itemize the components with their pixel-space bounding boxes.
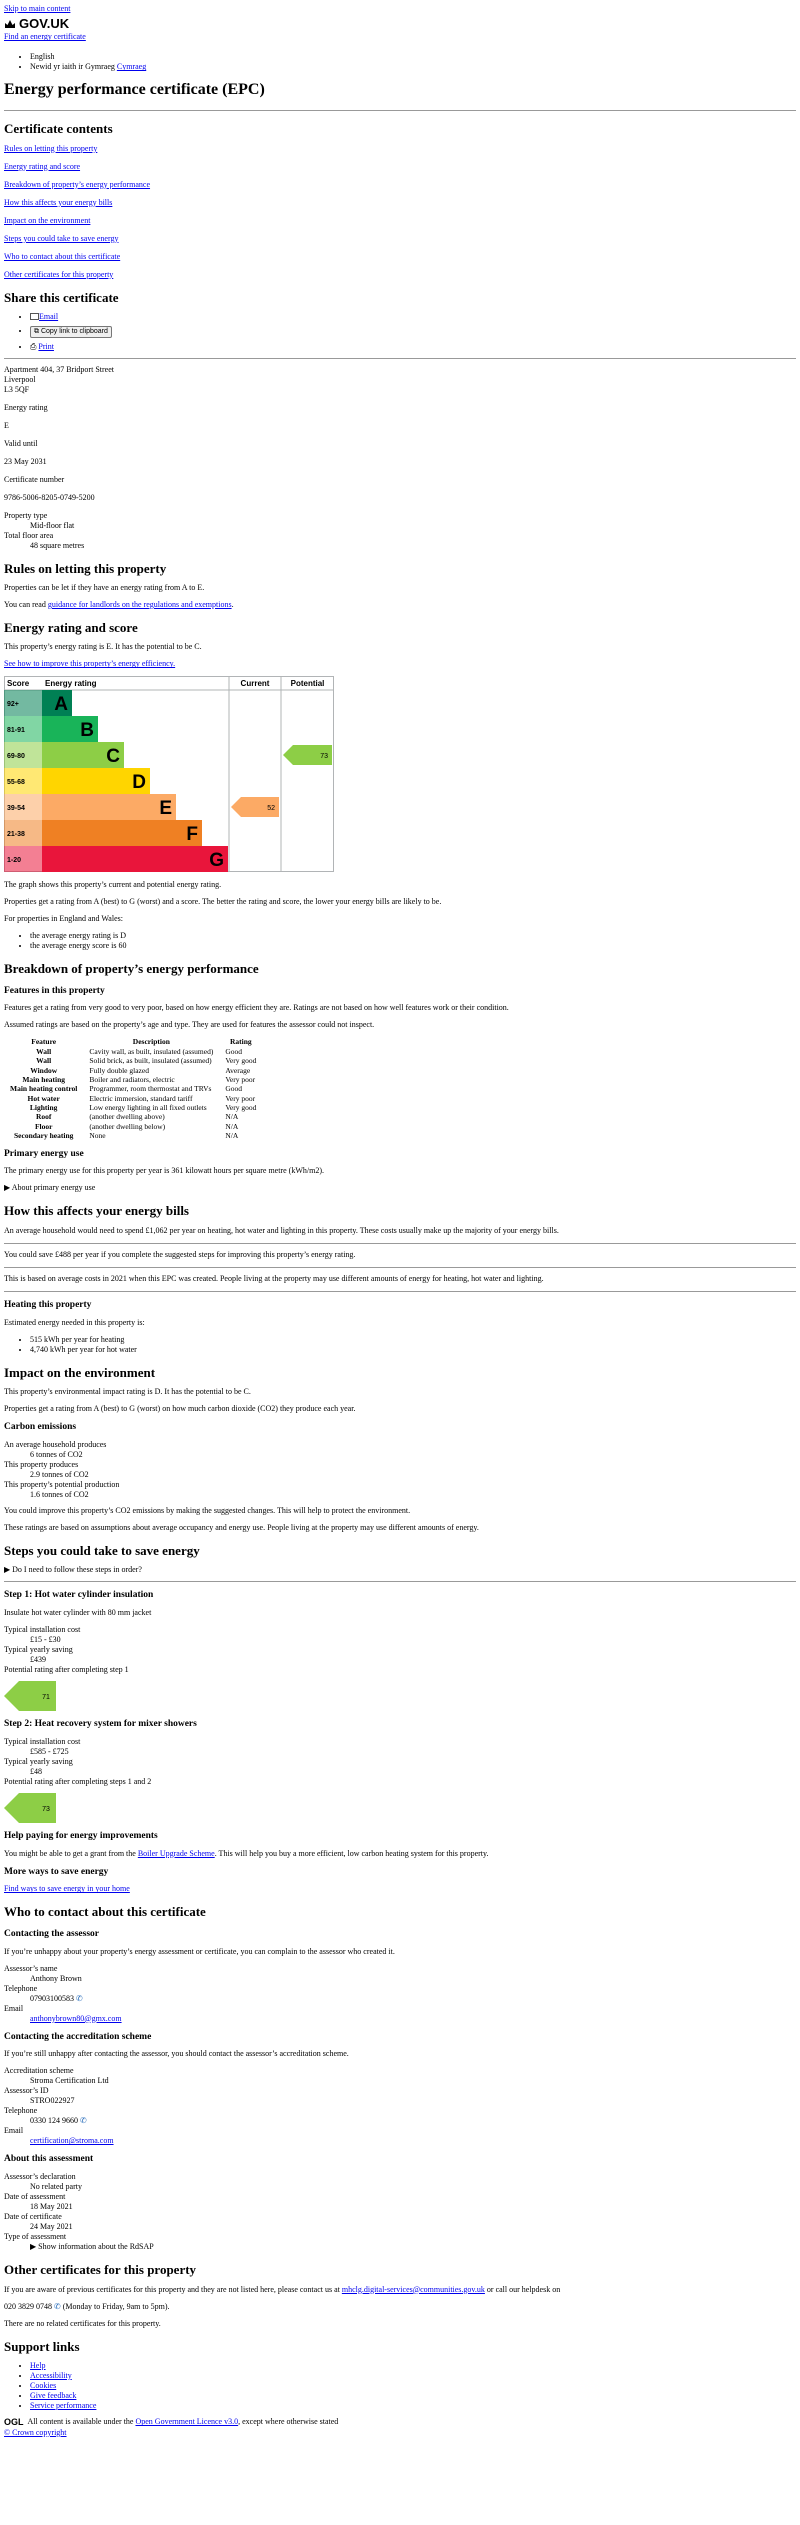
assessor-email-link[interactable]: anthonybrown80@gmx.com	[30, 2013, 122, 2023]
primary-text: The primary energy use for this property per year is 361 kilowatt hours per square metre (kWh/m2).	[4, 1166, 324, 1176]
crown-icon	[4, 19, 16, 29]
band-bar	[42, 794, 176, 820]
scheme-tel-value: 0330 124 9660 ✆	[30, 2116, 87, 2126]
breakdown-heading: Breakdown of property’s energy performance	[4, 961, 259, 977]
id-value: STRO022927	[30, 2096, 75, 2106]
table-row	[4, 1066, 262, 1075]
rating-cell: Very good	[225, 1103, 257, 1112]
steps-order-details[interactable]: ▶ Do I need to follow these steps in order?	[4, 1564, 142, 1574]
area-label: Total floor area	[4, 530, 54, 540]
bills-saving: You could save £488 per year if you complete the suggested steps for improving this property’s energy rating.	[4, 1249, 356, 1259]
band-letter-label: F	[186, 824, 198, 846]
phone-icon[interactable]: ✆	[76, 1993, 83, 2003]
co2-value: 1.6 tonnes of CO2	[30, 1489, 89, 1499]
email-label: Email	[4, 2126, 24, 2136]
doa-value: 18 May 2021	[30, 2202, 73, 2212]
step1-desc: Insulate hot water cylinder with 80 mm jacket	[4, 1607, 152, 1617]
band-letter-label: E	[159, 798, 172, 820]
table-row	[4, 1056, 262, 1065]
copy-icon: ⧉	[34, 327, 39, 335]
phone-icon[interactable]: ✆	[54, 2301, 61, 2311]
list-item: • 515 kWh per year for heating	[30, 1335, 796, 1345]
step1-rating-tag	[4, 1681, 56, 1711]
rating-header: Energy rating	[45, 679, 97, 689]
energy-rating-chart	[4, 676, 334, 872]
feature-cell: Floor	[34, 1121, 53, 1131]
property-details	[4, 511, 796, 551]
licence-row	[4, 2417, 796, 2428]
scheme-email-link[interactable]: certification@stroma.com	[30, 2136, 114, 2146]
score-header: Score	[7, 679, 30, 689]
assumed-text: Assumed ratings are based on the property’s age and type. They are used for features the assessor could not inspect.	[4, 1020, 375, 1030]
band-letter-label: D	[132, 772, 146, 794]
table-row	[4, 1047, 262, 1056]
rating-cell: N/A	[225, 1112, 239, 1122]
rules-guidance: You can read guidance for landlords on the regulations and exemptions.	[4, 600, 234, 609]
address-line: Liverpool	[4, 374, 36, 384]
triangle-right-icon: ▶	[4, 1564, 11, 1574]
potential-rating-arrow-score: 73	[320, 753, 328, 761]
rating-cell: Very poor	[225, 1074, 256, 1084]
page-title: Energy performance certificate (EPC)	[4, 81, 265, 99]
band-bar	[42, 820, 202, 846]
contents-link[interactable]: Energy rating and score	[4, 161, 81, 171]
support-link[interactable]: Cookies	[30, 2380, 57, 2390]
rating-cell: Very good	[225, 1056, 257, 1066]
description-cell: Boiler and radiators, electric	[89, 1074, 175, 1084]
band-range-label: 39-54	[7, 805, 25, 813]
list-item: • the average energy rating is D	[30, 931, 796, 941]
list-item: • the average energy score is 60	[30, 941, 796, 951]
doc-value: 24 May 2021	[30, 2222, 73, 2232]
boiler-scheme-link[interactable]: Boiler Upgrade Scheme	[137, 1848, 215, 1858]
cost-label: Typical installation cost	[4, 1736, 81, 1746]
contents-heading: Certificate contents	[4, 121, 113, 137]
ogl-logo-icon: OGL	[4, 2416, 24, 2427]
saving-label: Typical yearly saving	[4, 1644, 73, 1654]
scheme-details	[4, 2066, 796, 2146]
band-bar	[42, 846, 228, 872]
triangle-right-icon: ▶	[4, 1183, 11, 1193]
scheme-label: Accreditation scheme	[4, 2066, 74, 2076]
support-heading: Support links	[4, 2338, 80, 2354]
step2-heading: Step 2: Heat recovery system for mixer showers	[4, 1718, 197, 1729]
table-row	[4, 1094, 262, 1103]
saving-value: £439	[30, 1654, 46, 1664]
england-wales: For properties in England and Wales:	[4, 914, 123, 924]
table-header: Description	[132, 1037, 170, 1047]
heating-heading: Heating this property	[4, 1299, 92, 1310]
scheme-value: Stroma Certification Ltd	[30, 2076, 109, 2086]
co2-improve: You could improve this property’s CO2 emissions by making the suggested changes. This will help to protect the environment.	[4, 1505, 411, 1515]
doc-label: Date of certificate	[4, 2212, 62, 2222]
language-english: • English	[30, 52, 796, 62]
about-details	[4, 2172, 796, 2252]
environment-text: This property’s environmental impact rating is D. It has the potential to be C.	[4, 1386, 251, 1396]
contents-link[interactable]: Breakdown of property’s energy performance	[4, 179, 151, 189]
support-link[interactable]: Accessibility	[30, 2370, 72, 2380]
feature-cell: Wall	[36, 1056, 52, 1066]
support-link[interactable]: Service performance	[30, 2400, 97, 2410]
primary-heading: Primary energy use	[4, 1148, 84, 1159]
current-rating-arrow-score: 52	[267, 805, 275, 813]
scheme-heading: Contacting the accreditation scheme	[4, 2031, 152, 2042]
cert-label: Certificate number	[4, 474, 65, 484]
about-heading: About this assessment	[4, 2154, 94, 2165]
description-cell: Programmer, room thermostat and TRVs	[89, 1084, 212, 1094]
table-header: Rating	[230, 1037, 252, 1047]
feature-cell: Secondary heating	[13, 1131, 74, 1141]
other-heading: Other certificates for this property	[4, 2262, 197, 2278]
saving-label: Typical yearly saving	[4, 1756, 73, 1766]
property-address	[4, 365, 796, 395]
share-print	[30, 342, 796, 352]
current-header: Current	[240, 679, 270, 689]
decl-value: No related party	[30, 2182, 82, 2192]
list-item: • 4,740 kWh per year for hot water	[30, 1345, 796, 1355]
contents-link[interactable]: How this affects your energy bills	[4, 197, 113, 207]
bills-text: An average household would need to spend £1,062 per year on heating, hot water and lighting in this property. These costs usually make up the majority of your energy bills.	[4, 1225, 559, 1235]
type-value: Mid-floor flat	[30, 520, 75, 530]
step2-score: 73	[42, 1805, 50, 1813]
language-welsh: • Newid yr iaith ir Gymraeg Cymraeg	[30, 62, 796, 72]
valid-label: Valid until	[4, 438, 38, 448]
description-cell: Cavity wall, as built, insulated (assumed)	[89, 1046, 214, 1056]
assessor-text: If you’re unhappy about your property’s energy assessment or certificate, you can complain to the assessor who created it.	[4, 1946, 395, 1956]
share-copy	[30, 326, 796, 338]
contents-link[interactable]: Who to contact about this certificate	[4, 251, 121, 261]
find-certificate-link[interactable]: Find an energy certificate	[4, 32, 86, 42]
tel-value: 07903100583 ✆	[30, 1993, 83, 2003]
type-label: Property type	[4, 510, 48, 520]
email-label: Email	[4, 2003, 24, 2013]
share-email	[30, 312, 796, 322]
heating-text: Estimated energy needed in this property is:	[4, 1317, 145, 1327]
decl-label: Assessor’s declaration	[4, 2172, 76, 2182]
cost-value: £585 - £725	[30, 1746, 69, 1756]
contents-link[interactable]: Steps you could take to save energy	[4, 233, 119, 243]
features-heading: Features in this property	[4, 985, 105, 996]
tel-label: Telephone	[4, 1983, 38, 1993]
share-list	[4, 312, 796, 352]
email-icon	[30, 313, 39, 320]
average-list	[4, 931, 796, 951]
rules-text: Properties can be let if they have an energy rating from A to E.	[4, 583, 205, 592]
feature-cell: Hot water	[27, 1093, 60, 1103]
support-link[interactable]: Give feedback	[30, 2390, 77, 2400]
rating-label: Energy rating	[4, 402, 48, 412]
feature-cell: Main heating	[22, 1074, 66, 1084]
table-row	[4, 1131, 262, 1140]
triangle-right-icon: ▶	[30, 2242, 37, 2252]
guidance-link[interactable]: guidance for landlords on the regulations and exemptions	[47, 600, 232, 609]
co2-list	[4, 1440, 796, 1500]
cost-value: £15 - £30	[30, 1634, 61, 1644]
share-heading: Share this certificate	[4, 289, 119, 305]
help-heading: Help paying for energy improvements	[4, 1830, 158, 1841]
description-cell: None	[89, 1131, 106, 1141]
assessor-heading: Contacting the assessor	[4, 1928, 99, 1939]
licence-text: All content is available under the Open Government Licence v3.0, except where otherwise stated	[27, 2417, 339, 2427]
govuk-logo[interactable]	[4, 16, 796, 32]
band-range-label: 21-38	[7, 831, 25, 839]
address-line: Apartment 404, 37 Bridport Street	[4, 364, 114, 374]
step1-heading: Step 1: Hot water cylinder insulation	[4, 1589, 154, 1600]
band-letter-label: G	[209, 850, 224, 872]
scheme-text: If you’re still unhappy after contacting the assessor, you should contact the assessor’s accreditation scheme.	[4, 2049, 349, 2059]
valid-value: 23 May 2031	[4, 456, 47, 466]
potential-label: Potential rating after completing steps 1 and 2	[4, 1776, 152, 1786]
chart-caption: The graph shows this property’s current and potential energy rating.	[4, 880, 222, 890]
rating-value: E	[4, 420, 9, 430]
table-row	[4, 1084, 262, 1093]
co2-heading: Carbon emissions	[4, 1421, 77, 1432]
area-value: 48 square metres	[30, 540, 85, 550]
name-label: Assessor’s name	[4, 1963, 58, 1973]
band-range-label: 55-68	[7, 779, 25, 787]
doa-label: Date of assessment	[4, 2192, 66, 2202]
assessor-details	[4, 1964, 796, 2024]
copy-link-button[interactable]: ⧉ Copy link to clipboard	[30, 326, 112, 338]
id-label: Assessor’s ID	[4, 2086, 49, 2096]
rating-cell: Average	[225, 1065, 251, 1075]
table-header: Feature	[31, 1037, 57, 1047]
band-range-label: 92+	[7, 701, 19, 709]
step1-details	[4, 1625, 796, 1675]
other-text: If you are aware of previous certificates for this property and they are not listed here, please contact us at mhclg.digital-services@communities.gov.uk or call our helpdesk on	[4, 2284, 561, 2294]
contents-link[interactable]: Other certificates for this property	[4, 269, 114, 279]
table-row	[4, 1103, 262, 1112]
step1-score: 71	[42, 1693, 50, 1701]
band-letter-label: B	[80, 720, 94, 742]
co2-value: 6 tonnes of CO2	[30, 1449, 83, 1459]
name-value: Anthony Brown	[30, 1973, 82, 1983]
saving-value: £48	[30, 1766, 42, 1776]
band-range-label: 69-80	[7, 753, 25, 761]
feature-cell: Window	[30, 1065, 58, 1075]
table-row	[4, 1122, 262, 1131]
language-list	[4, 52, 796, 72]
band-range-label: 81-91	[7, 727, 25, 735]
cert-value: 9786-5006-8205-0749-5200	[4, 492, 95, 502]
rdsap-details[interactable]: ▶ Show information about the RdSAP	[30, 2242, 154, 2252]
support-list	[4, 2361, 796, 2411]
step2-rating-tag	[4, 1793, 56, 1823]
potential-label: Potential rating after completing step 1	[4, 1664, 129, 1674]
helpdesk-phone: 020 3829 0748 ✆ (Monday to Friday, 9am to 5pm).	[4, 2301, 170, 2311]
description-cell: (another dwelling below)	[89, 1121, 166, 1131]
no-related-text: There are no related certificates for this property.	[4, 2318, 161, 2328]
rating-cell: Good	[225, 1046, 242, 1056]
contact-heading: Who to contact about this certificate	[4, 1904, 206, 1920]
feature-cell: Main heating control	[10, 1084, 78, 1094]
print-link[interactable]: Print	[38, 341, 54, 351]
description-cell: Fully double glazed	[89, 1065, 149, 1075]
steps-heading: Steps you could take to save energy	[4, 1542, 200, 1558]
email-link[interactable]: Email	[39, 311, 59, 321]
feature-cell: Roof	[35, 1112, 52, 1122]
features-text: Features get a rating from very good to very poor, based on how energy efficient they are. Ratings are not based on how well features work or their condition.	[4, 1003, 509, 1013]
bills-note: This is based on average costs in 2021 when this EPC was created. People living at the property may use different amounts of energy for heating, hot water and lighting.	[4, 1273, 544, 1283]
band-range-label: 1-20	[7, 857, 22, 865]
band-letter-label: C	[106, 746, 120, 768]
rating-heading: Energy rating and score	[4, 620, 138, 635]
table-row	[4, 1112, 262, 1121]
more-heading: More ways to save energy	[4, 1866, 109, 1877]
environment-heading: Impact on the environment	[4, 1364, 156, 1380]
co2-note: These ratings are based on assumptions about average occupancy and energy use. People living at the property may use different amounts of energy.	[4, 1522, 479, 1532]
description-cell: (another dwelling above)	[89, 1112, 165, 1122]
heating-list	[4, 1335, 796, 1355]
description-cell: Electric immersion, standard tariff	[89, 1093, 193, 1103]
save-energy-link[interactable]: Find ways to save energy in your home	[4, 1884, 130, 1894]
rating-cell: N/A	[225, 1131, 239, 1141]
contents-list	[4, 144, 796, 280]
description-cell: Solid brick, as built, insulated (assumed)	[89, 1056, 212, 1066]
welsh-link[interactable]: Cymraeg	[116, 62, 147, 72]
contents-link[interactable]: Rules on letting this property	[4, 143, 98, 153]
helpdesk-email-link[interactable]: mhclg.digital-services@communities.gov.uk	[341, 2284, 485, 2294]
rating-cell: N/A	[225, 1121, 239, 1131]
support-link[interactable]: Help	[30, 2360, 46, 2370]
tel-label: Telephone	[4, 2106, 38, 2116]
environment-explainer: Properties get a rating from A (best) to G (worst) on how much carbon dioxide (CO2) they produce each year.	[4, 1403, 356, 1413]
rating-cell: Very poor	[225, 1093, 256, 1103]
skip-link[interactable]: Skip to main content	[4, 4, 71, 13]
table-row	[4, 1075, 262, 1084]
copyright-link[interactable]: © Crown copyright	[4, 2428, 67, 2437]
certificate-summary	[4, 403, 796, 503]
step2-details	[4, 1737, 796, 1787]
co2-label: An average household produces	[4, 1439, 107, 1449]
co2-label: This property’s potential production	[4, 1479, 120, 1489]
rating-text: This property’s energy rating is E. It has the potential to be C.	[4, 642, 202, 652]
address-line: L3 5QF	[4, 384, 30, 394]
rules-heading: Rules on letting this property	[4, 560, 167, 576]
cost-label: Typical installation cost	[4, 1624, 81, 1634]
bills-heading: How this affects your energy bills	[4, 1203, 189, 1219]
rating-cell: Good	[225, 1084, 242, 1094]
features-table	[4, 1037, 262, 1140]
co2-label: This property produces	[4, 1459, 79, 1469]
help-text: You might be able to get a grant from the Boiler Upgrade Scheme. This will help you buy a more efficient, low carbon heating system for this property.	[4, 1848, 489, 1858]
feature-cell: Lighting	[29, 1103, 58, 1112]
improve-link[interactable]: See how to improve this property’s energy efficiency.	[4, 659, 176, 669]
toa-label: Type of assessment	[4, 2232, 67, 2242]
co2-value: 2.9 tonnes of CO2	[30, 1469, 89, 1479]
logo-text: GOV.UK	[19, 16, 70, 31]
phone-icon[interactable]: ✆	[80, 2116, 87, 2126]
rating-explainer: Properties get a rating from A (best) to G (worst) and a score. The better the rating and score, the lower your energy bills are likely to be.	[4, 897, 442, 907]
potential-header: Potential	[290, 679, 325, 689]
contents-link[interactable]: Impact on the environment	[4, 215, 91, 225]
print-icon: ⎙	[30, 341, 37, 351]
licence-link[interactable]: Open Government Licence v3.0	[135, 2417, 239, 2427]
primary-details[interactable]: ▶ About primary energy use	[4, 1183, 96, 1193]
band-letter-label: A	[54, 694, 68, 716]
description-cell: Low energy lighting in all fixed outlets	[89, 1103, 207, 1112]
feature-cell: Wall	[36, 1046, 52, 1056]
